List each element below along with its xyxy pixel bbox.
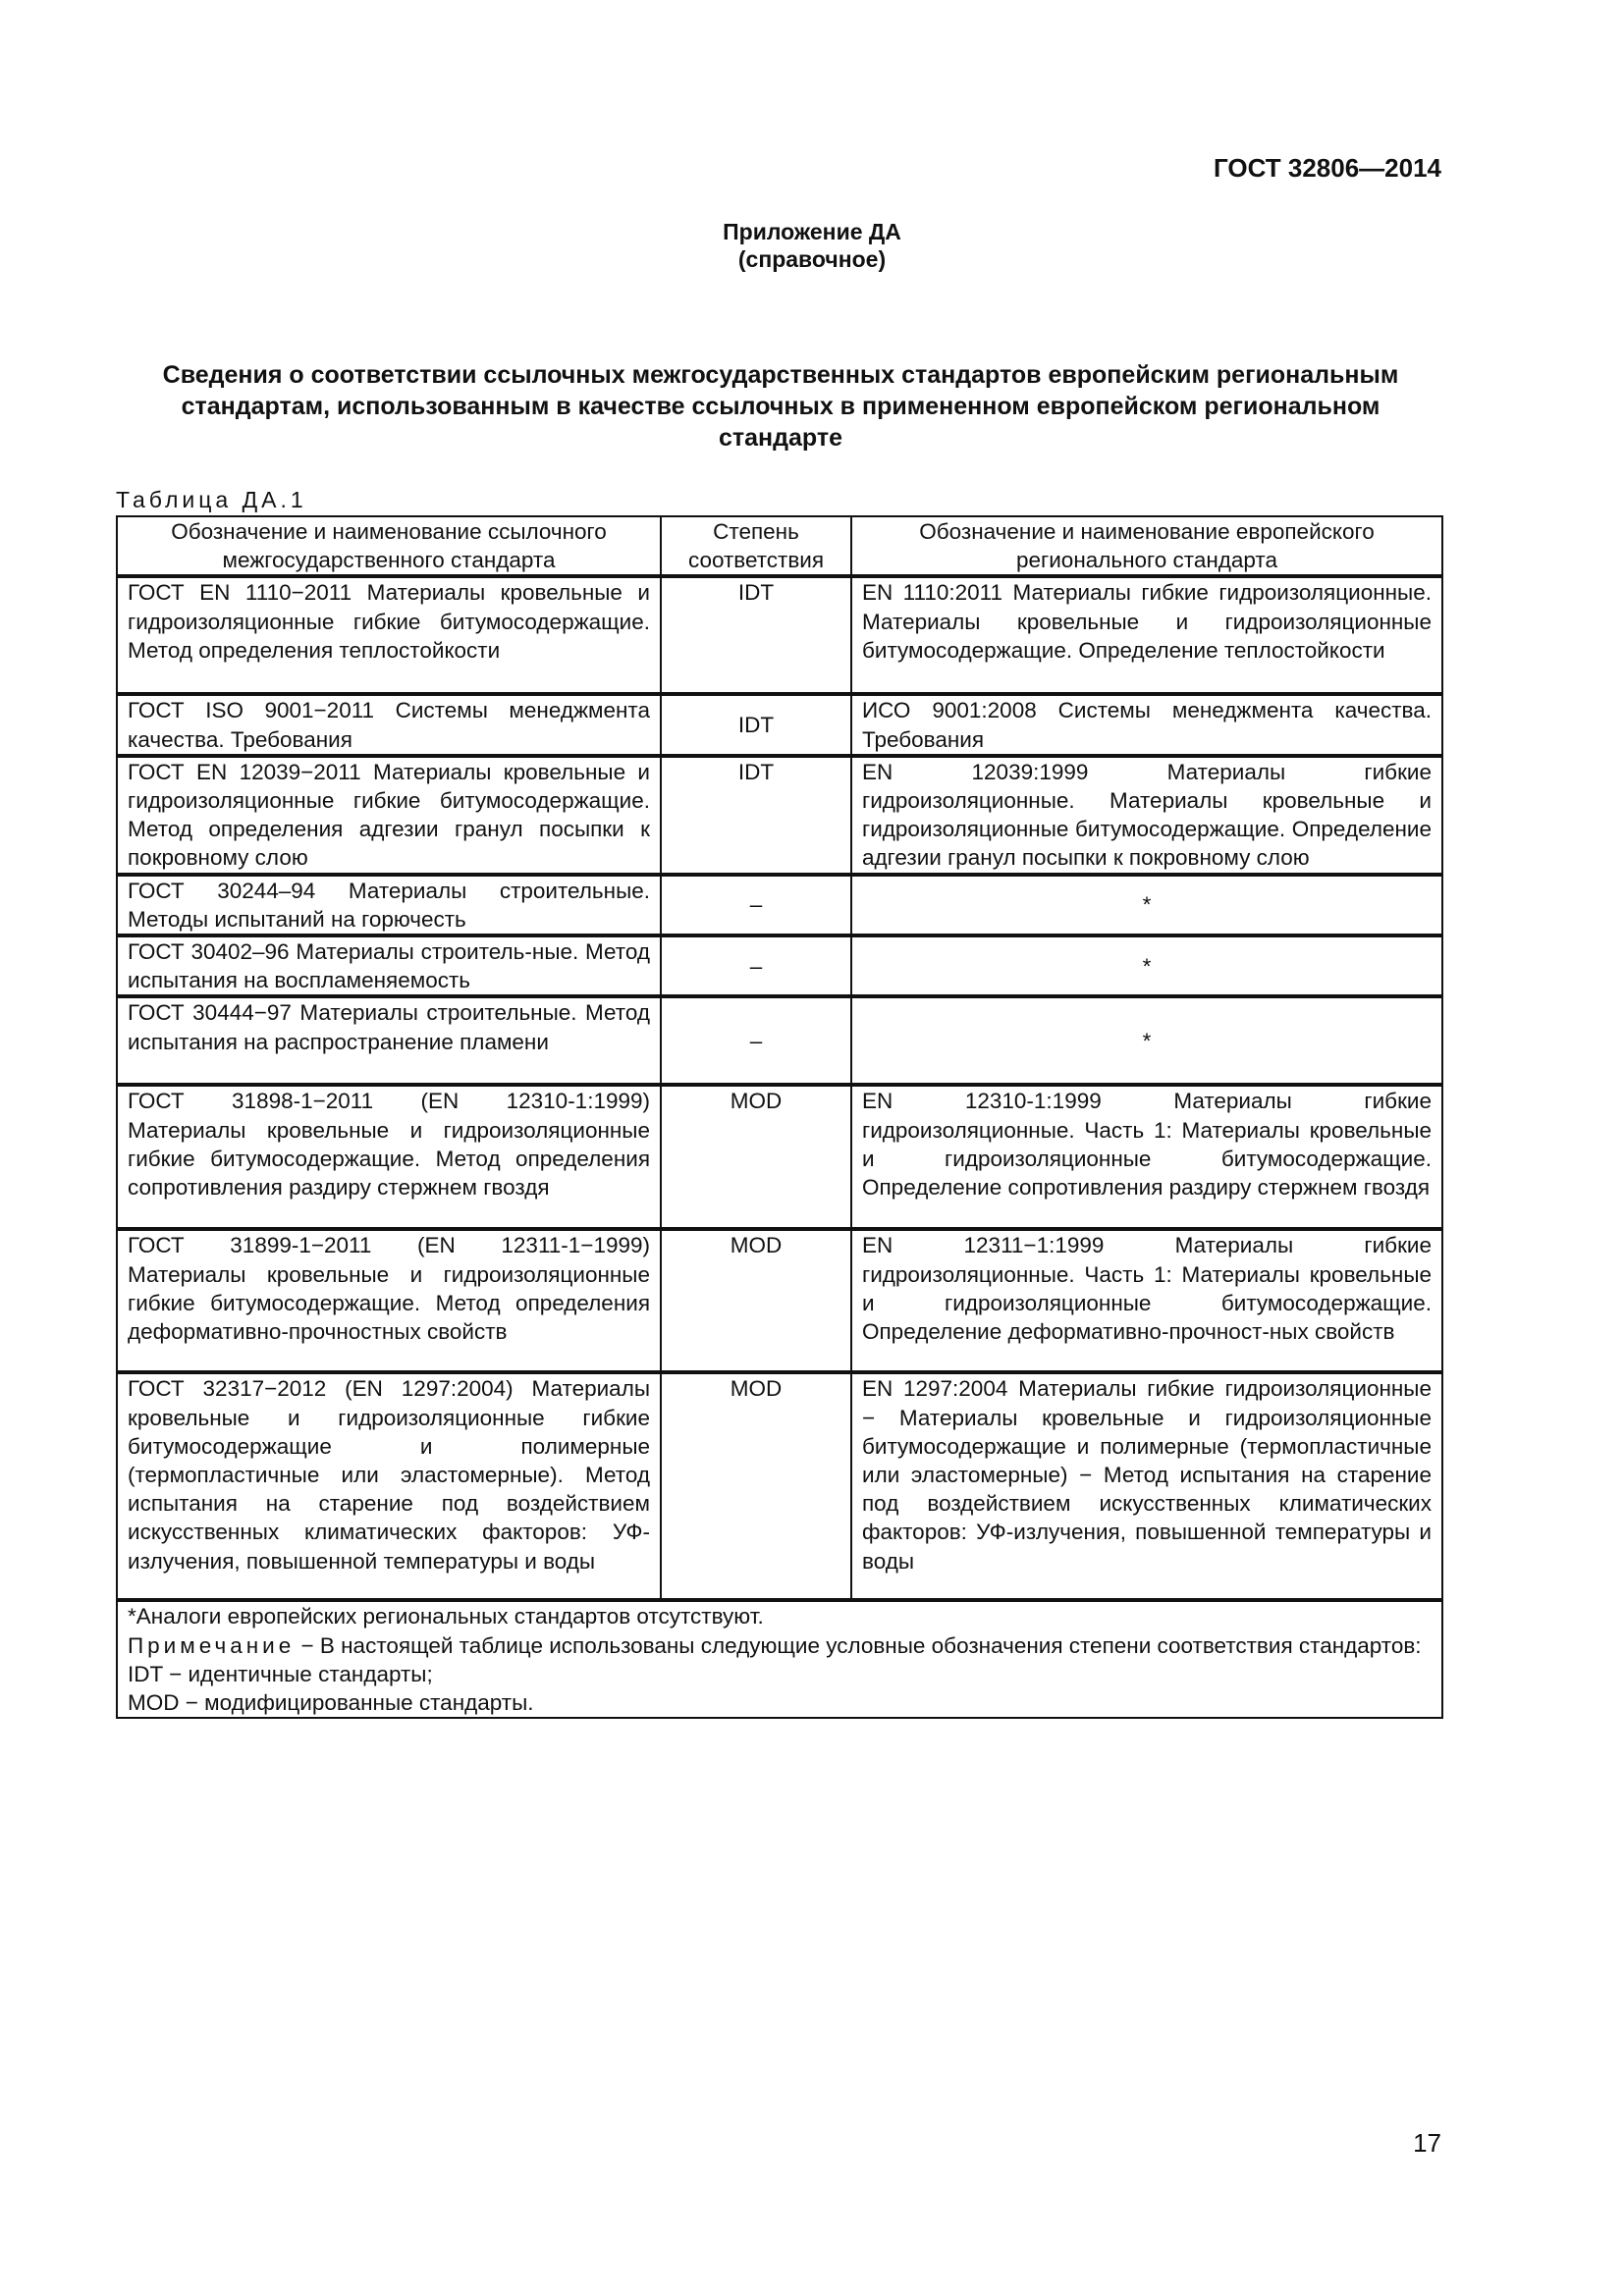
table-row (117, 1085, 1442, 1229)
table-row (117, 756, 1442, 875)
notes-cell (117, 1600, 1442, 1718)
degree-cell: IDT (661, 694, 851, 755)
ref-cell: ГОСТ ISO 9001−2011 Системы менеджмента качества. Требования (117, 694, 661, 755)
appendix-subtitle: (справочное) (737, 246, 887, 272)
section-title: Сведения о соответствии ссылочных межгосударственных стандартов европейским региональным стандартам, использованным в качестве ссылочных в примененном европейском региональном стандарте (162, 361, 1399, 452)
note (128, 1631, 1432, 1660)
euro-cell: EN 1110:2011 Материалы гибкие гидроизоляционные. Материалы кровельные и гидроизоляционные битумосодержащие. Определение теплостойкости (851, 576, 1442, 694)
page-number: 17 (1413, 2128, 1441, 2158)
table-row (117, 935, 1442, 996)
ref-cell: ГОСТ 31899-1−2011 (EN 12311-1−1999) Материалы кровельные и гидроизоляционные гибкие битумосодержащие. Метод определения деформативно-прочностных свойств (117, 1229, 661, 1372)
degree-cell: MOD (661, 1229, 851, 1372)
ref-cell: ГОСТ EN 12039−2011 Материалы кровельные и гидроизоляционные гибкие битумосодержащие. Метод определения адгезии гранул посыпки к покровному слою (117, 756, 661, 875)
euro-cell: EN 1297:2004 Материалы гибкие гидроизоляционные − Материалы кровельные и гидроизоляционные битумосодержащие и полимерные (термопластичные или эластомерные) − Метод испытания на старение под воздействием искусственных климатических факторов: УФ-излучения, повышенной температуры и воды (851, 1372, 1442, 1600)
ref-cell: ГОСТ 30444−97 Материалы строительные. Метод испытания на распространение пламени (117, 996, 661, 1085)
legend-idt: IDT − идентичные стандарты; (128, 1661, 433, 1686)
legend-mod: MOD − модифицированные стандарты. (128, 1690, 534, 1716)
table-notes-row (117, 1600, 1442, 1718)
header-ref: Обозначение и наименование ссылочного межгосударственного стандарта (117, 516, 661, 576)
note-text: − В настоящей таблице использованы следующие условные обозначения степени соответствия стандартов: (295, 1632, 1422, 1658)
table-header-row (117, 516, 1442, 576)
euro-cell: * (851, 996, 1442, 1085)
euro-cell: EN 12039:1999 Материалы гибкие гидроизоляционные. Материалы кровельные и гидроизоляционные битумосодержащие. Определение адгезии гранул посыпки к покровному слою (851, 756, 1442, 875)
table-row (117, 996, 1442, 1085)
euro-cell: EN 12310-1:1999 Материалы гибкие гидроизоляционные. Часть 1: Материалы кровельные и гидроизоляционные битумосодержащие. Определение сопротивления раздиру стержнем гвоздя (851, 1085, 1442, 1229)
header-degree: Степень соответствия (661, 516, 851, 576)
table-row (117, 576, 1442, 694)
ref-cell: ГОСТ 30402–96 Материалы строитель-ные. Метод испытания на воспламеняемость (117, 935, 661, 996)
table-row (117, 875, 1442, 935)
ref-cell: ГОСТ 31898-1−2011 (EN 12310-1:1999) Материалы кровельные и гидроизоляционные гибкие битумосодержащие. Метод определения сопротивления раздиру стержнем гвоздя (117, 1085, 661, 1229)
ref-cell: ГОСТ 32317−2012 (EN 1297:2004) Материалы кровельные и гидроизоляционные гибкие битумосодержащие и полимерные (термопластичные или эластомерные). Метод испытания на старение под воздействием искусственных климатических факторов: УФ-излучения, повышенной температуры и воды (117, 1372, 661, 1600)
table-row (117, 1372, 1442, 1600)
euro-cell: * (851, 875, 1442, 935)
appendix-heading (0, 218, 1624, 273)
note-label: Примечание (128, 1632, 296, 1658)
document-id: ГОСТ 32806—2014 (1214, 153, 1441, 183)
table-row (117, 1229, 1442, 1372)
euro-cell: EN 12311−1:1999 Материалы гибкие гидроизоляционные. Часть 1: Материалы кровельные и гидроизоляционные битумосодержащие. Определение деформативно-прочност-ных свойств (851, 1229, 1442, 1372)
euro-cell: ИСО 9001:2008 Системы менеджмента качества. Требования (851, 694, 1442, 755)
appendix-title: Приложение ДА (723, 219, 901, 244)
degree-cell: MOD (661, 1372, 851, 1600)
euro-cell: * (851, 935, 1442, 996)
degree-cell: – (661, 875, 851, 935)
footnote: *Аналоги европейских региональных стандартов отсутствуют. (128, 1604, 764, 1629)
table-row (117, 694, 1442, 755)
header-euro: Обозначение и наименование европейского регионального стандарта (851, 516, 1442, 576)
degree-cell: IDT (661, 756, 851, 875)
degree-cell: IDT (661, 576, 851, 694)
degree-cell: – (661, 935, 851, 996)
degree-cell: – (661, 996, 851, 1085)
degree-cell: MOD (661, 1085, 851, 1229)
table-caption: Таблица ДА.1 (116, 487, 307, 512)
standards-table (116, 515, 1443, 1719)
ref-cell: ГОСТ EN 1110−2011 Материалы кровельные и гидроизоляционные гибкие битумосодержащие. Метод определения теплостойкости (117, 576, 661, 694)
ref-cell: ГОСТ 30244–94 Материалы строительные. Методы испытаний на горючесть (117, 875, 661, 935)
